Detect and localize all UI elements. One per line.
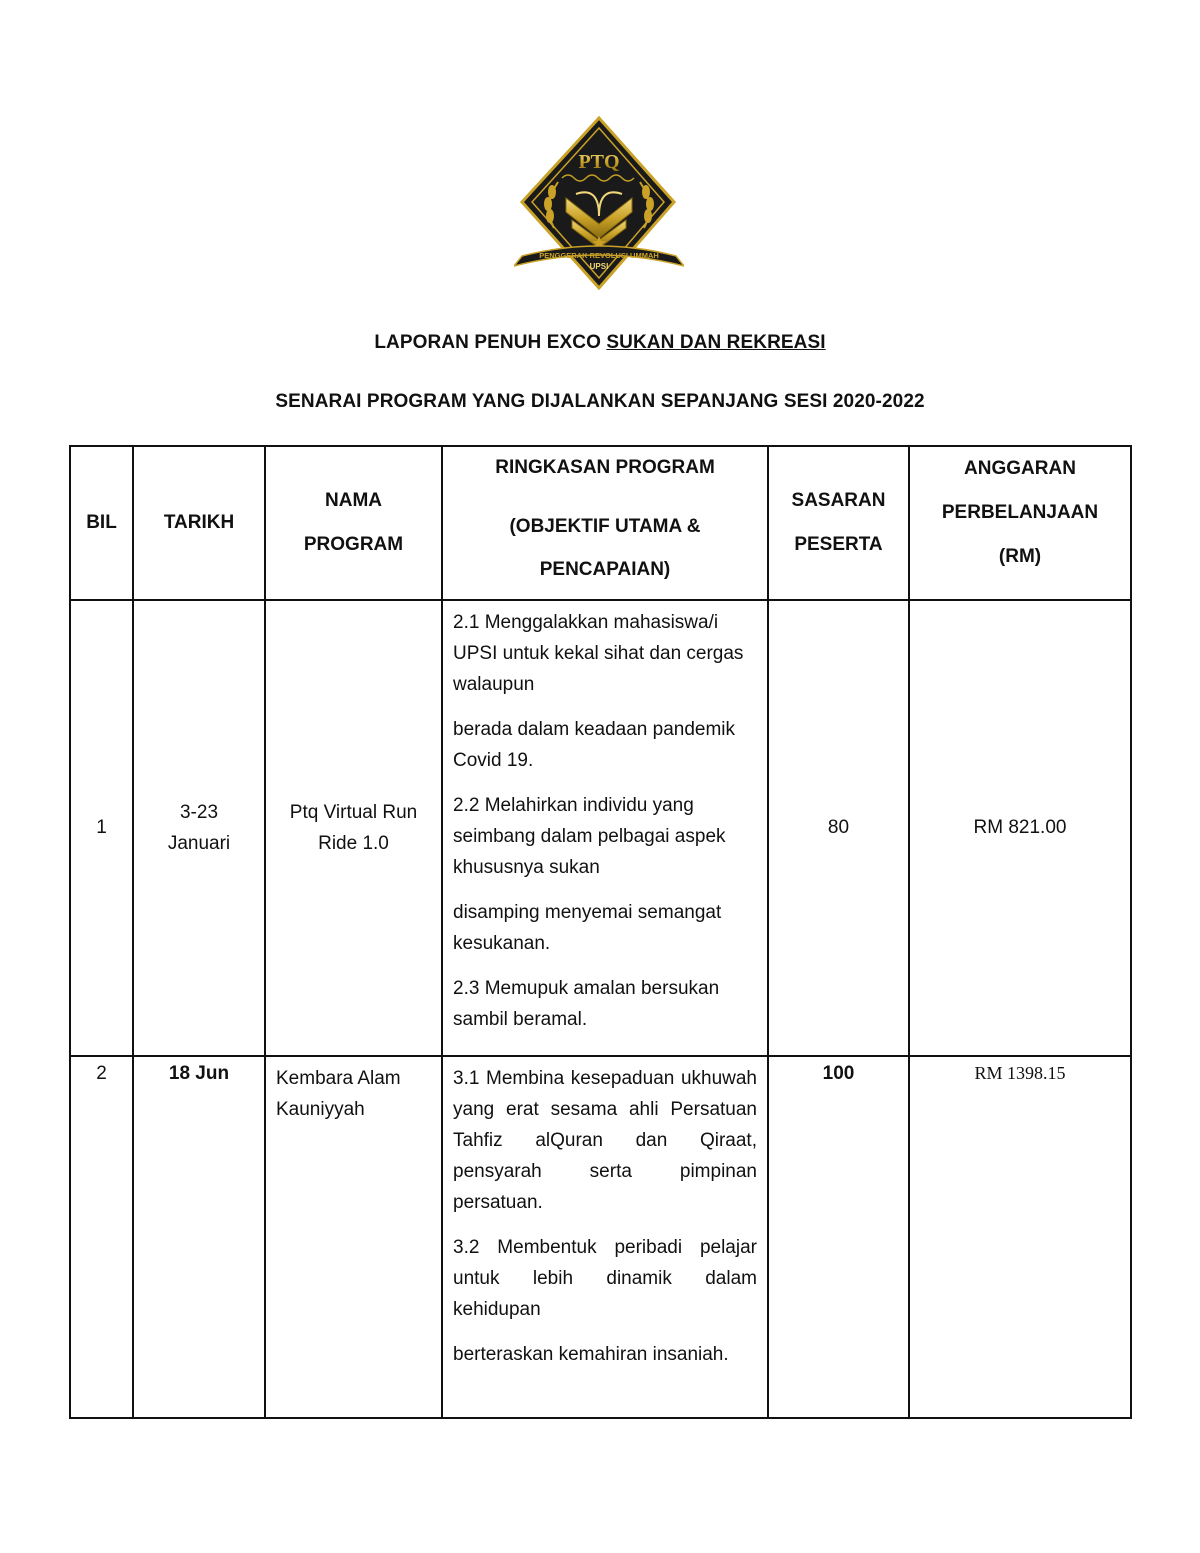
header-tarikh: TARIKH (133, 446, 265, 600)
row1-ringkasan (442, 600, 768, 1056)
page-title-underlined: SUKAN DAN REKREASI (606, 332, 826, 353)
ptq-logo-emblem (514, 116, 684, 290)
row2-desc-2: 3.2 Membentuk peribadi pelajar untuk lebih dinamik dalam kehidupan (453, 1237, 757, 1320)
row1-tarikh (133, 600, 265, 1056)
row1-bil: 1 (70, 600, 133, 1056)
page-subtitle: SENARAI PROGRAM YANG DIJALANKAN SEPANJANG SESI 2020-2022 (275, 391, 925, 412)
header-ringkasan-line2: (OBJEKTIF UTAMA & (509, 516, 701, 537)
page-title (0, 332, 1200, 354)
header-ringkasan (442, 446, 768, 600)
header-anggaran-line3: (RM) (998, 546, 1042, 567)
row2-tarikh: 18 Jun (133, 1056, 265, 1418)
row2-sasaran: 100 (768, 1056, 909, 1418)
row1-nama-line2: Ride 1.0 (318, 833, 389, 854)
header-sasaran-line1: SASARAN (791, 490, 886, 511)
row1-tarikh-line1: 3-23 (179, 802, 219, 823)
row2-desc-1: 3.1 Membina kesepaduan ukhuwah yang erat sesama ahli Persatuan Tahfiz alQuran dan Qiraat, pensyarah serta pimpinan persatuan. (453, 1068, 757, 1213)
row2-nama (265, 1056, 442, 1418)
row1-anggaran: RM 821.00 (909, 600, 1131, 1056)
row2-desc-3: berteraskan kemahiran insaniah. (453, 1344, 729, 1365)
row2-ringkasan (442, 1056, 768, 1418)
row1-desc-3: 2.2 Melahirkan individu yang seimbang dalam pelbagai aspek khususnya sukan (453, 795, 726, 878)
logo-upsi-text: UPSI (589, 262, 609, 271)
row1-sasaran: 80 (768, 600, 909, 1056)
row2-anggaran: RM 1398.15 (909, 1056, 1131, 1418)
table-row (70, 600, 1131, 1056)
row1-desc-1: 2.1 Menggalakkan mahasiswa/i UPSI untuk kekal sihat dan cergas walaupun (453, 612, 744, 695)
program-table (69, 445, 1132, 1419)
logo-ribbon-text: PENGGERAK REVOLUSI UMMAH (539, 251, 659, 260)
row1-desc-4: disamping menyemai semangat kesukanan. (453, 902, 722, 954)
row2-nama-line1: Kembara Alam (276, 1068, 401, 1089)
row1-desc-2: berada dalam keadaan pandemik Covid 19. (453, 719, 736, 771)
header-bil: BIL (70, 446, 133, 600)
row1-nama-line1: Ptq Virtual Run (289, 802, 418, 823)
header-anggaran-line1: ANGGARAN (964, 458, 1076, 479)
header-nama-line1: NAMA (325, 490, 382, 511)
header-ringkasan-line3: PENCAPAIAN) (539, 559, 671, 580)
ptq-logo (514, 116, 684, 290)
table-row (70, 1056, 1131, 1418)
logo-ptq-text: PTQ (578, 151, 620, 173)
header-sasaran (768, 446, 909, 600)
header-anggaran-line2: PERBELANJAAN (941, 502, 1099, 523)
row1-desc-5: 2.3 Memupuk amalan bersukan sambil beramal. (453, 978, 720, 1030)
header-nama-program (265, 446, 442, 600)
header-nama-line2: PROGRAM (303, 534, 404, 555)
row1-nama (265, 600, 442, 1056)
header-sasaran-line2: PESERTA (794, 534, 883, 555)
table-header-row (70, 446, 1131, 600)
row2-nama-line2: Kauniyyah (276, 1099, 365, 1120)
row1-tarikh-line2: Januari (167, 833, 231, 854)
row2-bil: 2 (70, 1056, 133, 1418)
page-title-prefix: LAPORAN PENUH EXCO (374, 332, 607, 353)
header-anggaran (909, 446, 1131, 600)
header-ringkasan-line1: RINGKASAN PROGRAM (495, 457, 715, 478)
